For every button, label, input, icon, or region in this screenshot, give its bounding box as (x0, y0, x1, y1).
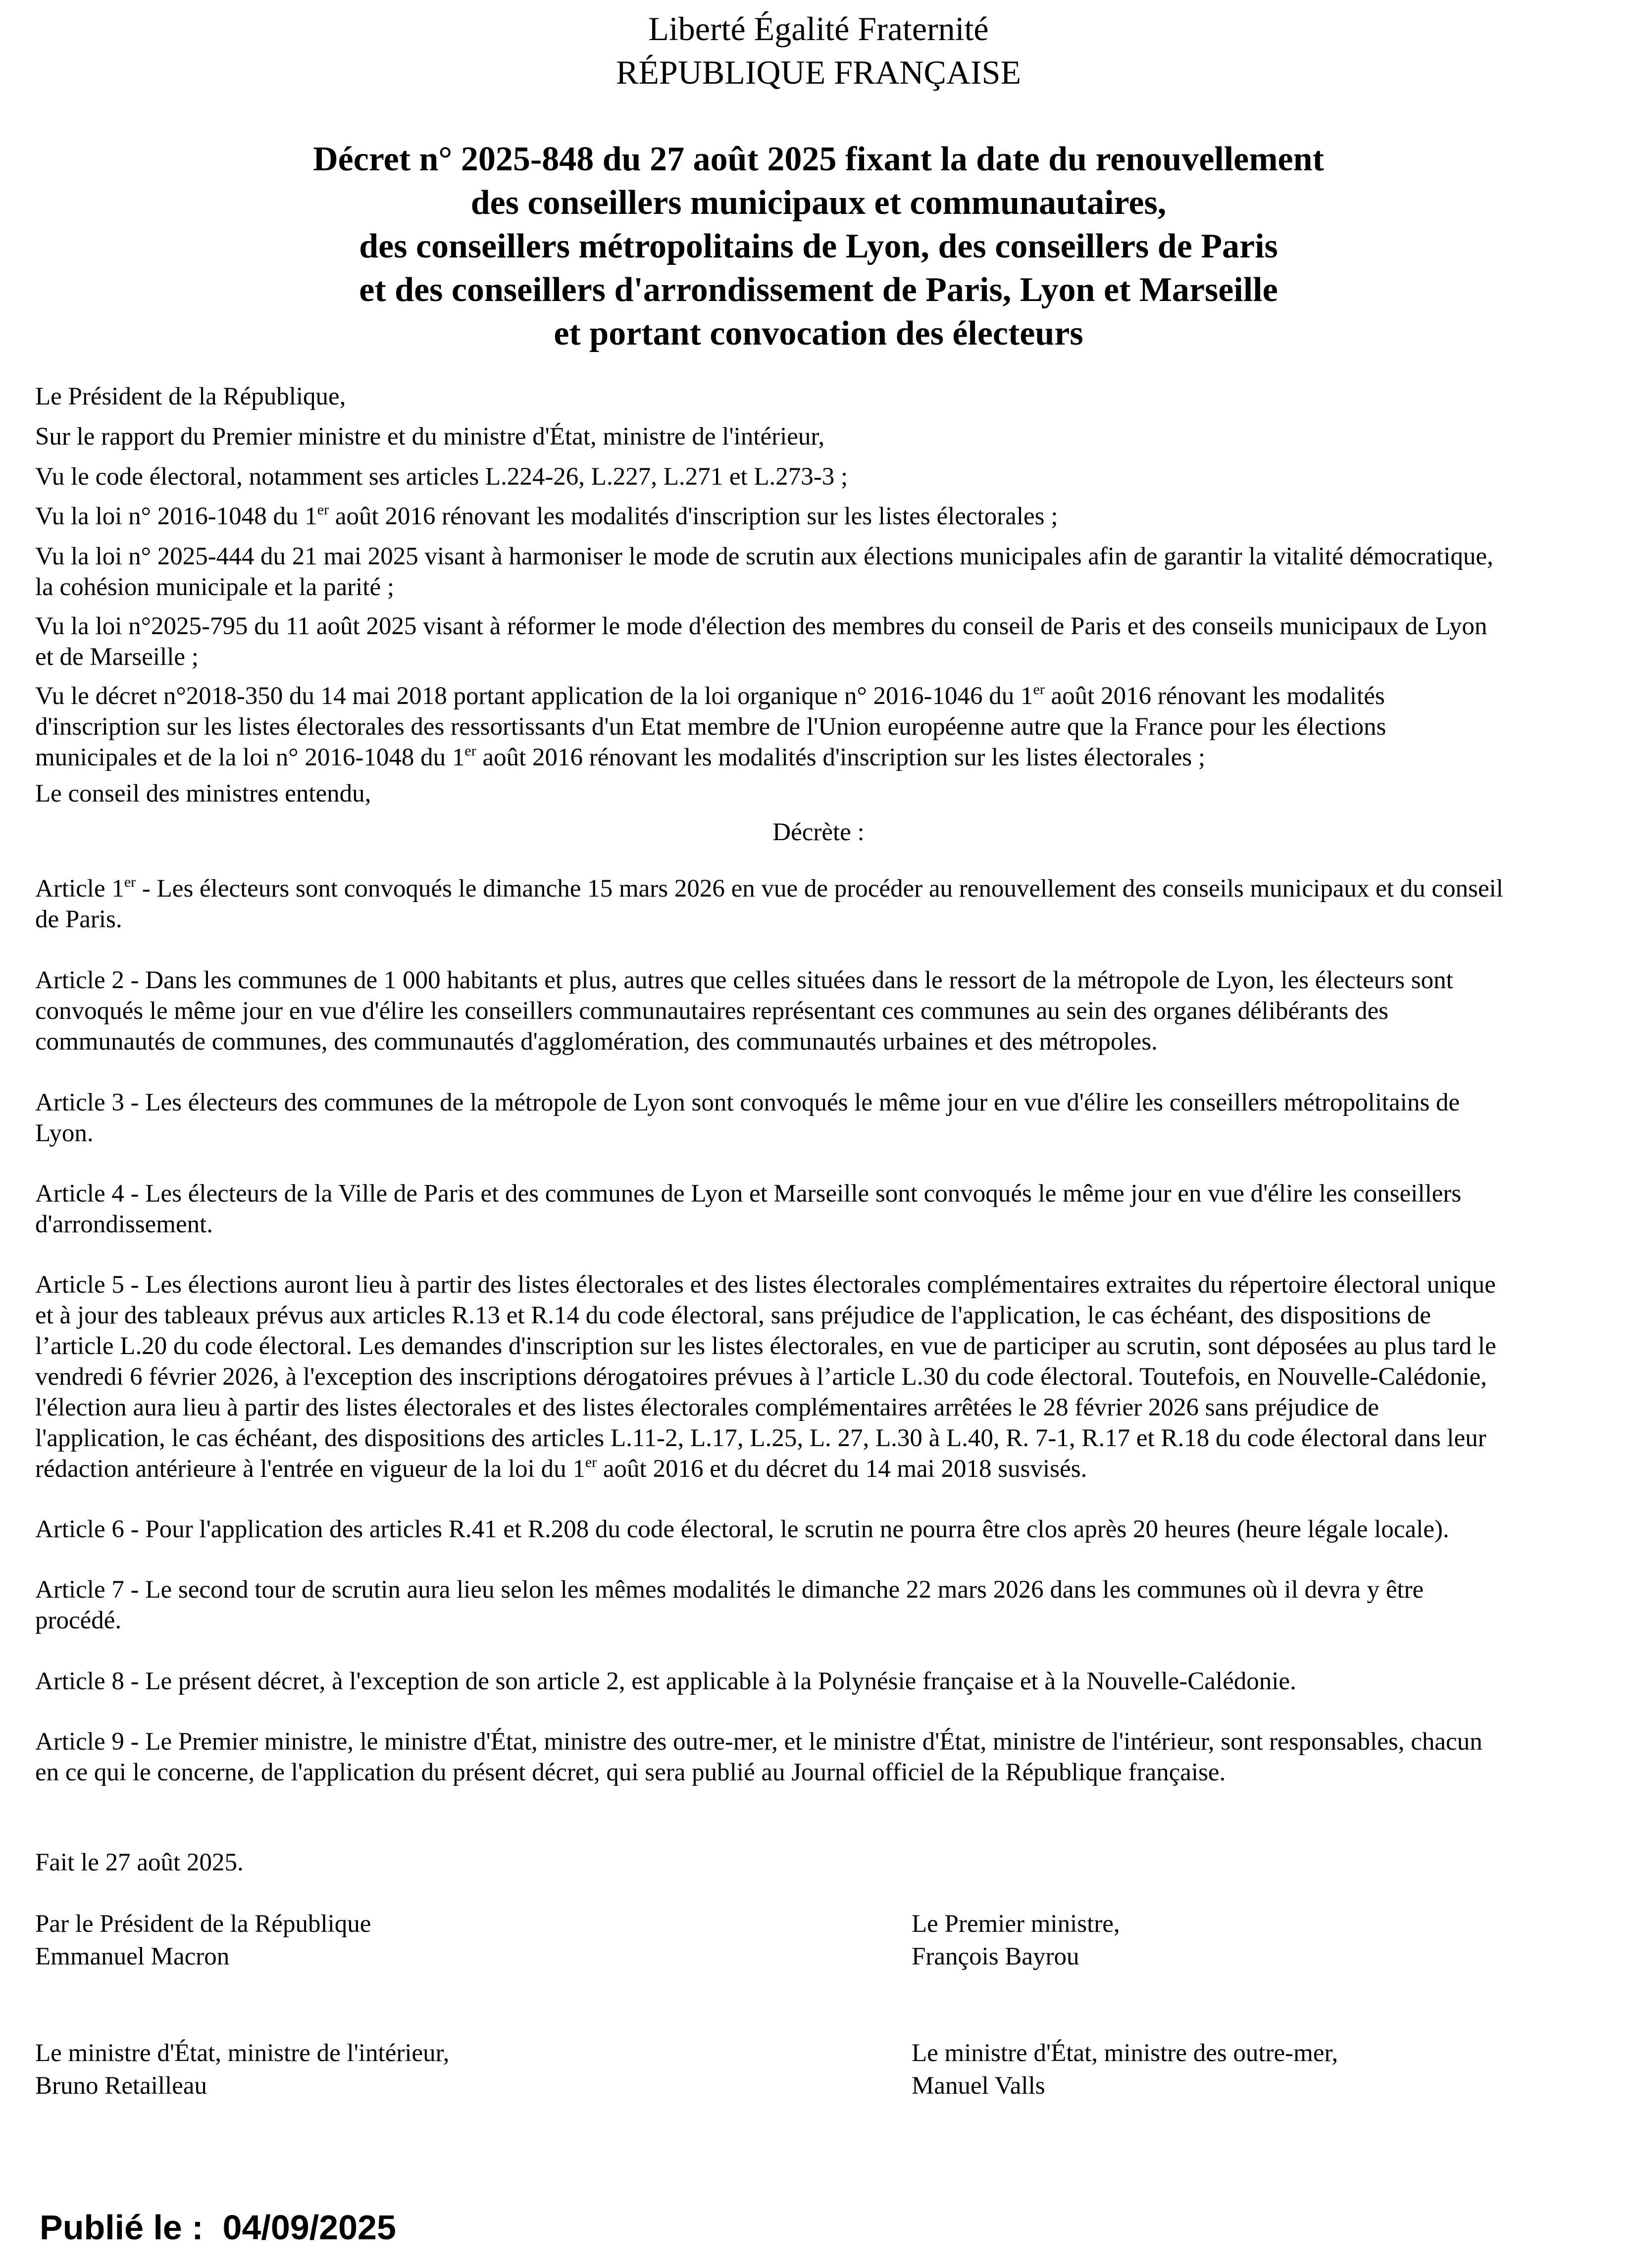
text-line: en ce qui le concerne, de l'application du présent décret, qui sera publié au Journal officiel de la République française. (35, 1759, 1226, 1786)
decrete-heading: Décrète : (772, 818, 865, 846)
superscript: er (124, 874, 136, 890)
text-line: Article 6 - Pour l'application des articles R.41 et R.208 du code électoral, le scrutin ne pourra être clos après 20 heures (heure légale locale). (35, 1515, 1449, 1543)
text-segment: Vu le décret n°2018-350 du 14 mai 2018 portant application de la loi organique n° 2016-1046 du 1 (35, 682, 1033, 710)
text-line: Vu la loi n°2025-795 du 11 août 2025 visant à réformer le mode d'élection des membres du conseil de Paris et des conseils municipaux de Lyon (35, 612, 1487, 640)
signatory-name: Manuel Valls (912, 2072, 1045, 2100)
article-5 (35, 1269, 1605, 1484)
text-line (35, 873, 1605, 904)
text-line: la cohésion municipale et la parité ; (35, 573, 395, 601)
signature-premier-ministre (912, 1908, 1120, 1973)
publication-value: 04/09/2025 (222, 2208, 396, 2247)
signature-president (35, 1908, 371, 1973)
text-line: d'inscription sur les listes électorales des ressortissants d'un Etat membre de l'Union européenne autre que la France pour les élections (35, 713, 1386, 741)
superscript: er (585, 1454, 597, 1470)
text-line: Article 3 - Les électeurs des communes de la métropole de Lyon sont convoqués le même jour en vue d'élire les conseillers métropolitains de (35, 1089, 1460, 1116)
publication-date (40, 2210, 396, 2245)
signature-interieur (35, 2037, 449, 2102)
text-segment: rédaction antérieure à l'entrée en vigueur de la loi du 1 (35, 1455, 585, 1483)
publication-label: Publié le : (40, 2208, 204, 2247)
decree-title (0, 138, 1637, 355)
text-segment: Vu la loi n° 2016-1048 du 1 (35, 503, 317, 530)
article-6 (35, 1514, 1605, 1545)
signature-outre-mer (912, 2037, 1338, 2102)
text-line: vendredi 6 février 2026, à l'exception des inscriptions dérogatoires prévues à l’article L.30 du code électoral. Toutefois, en Nouvelle-Calédonie, (35, 1363, 1487, 1391)
signatory-role: Le ministre d'État, ministre des outre-mer, (912, 2039, 1338, 2067)
vu-loi-2016-1048 (35, 504, 1058, 529)
text-segment: août 2016 rénovant les modalités d'inscription sur les listes électorales ; (476, 744, 1205, 771)
text-segment: août 2016 rénovant les modalités (1044, 682, 1385, 710)
signatory-role: Le Premier ministre, (912, 1910, 1120, 1938)
text-line: Article 8 - Le présent décret, à l'exception de son article 2, est applicable à la Polynésie française et à la Nouvelle-Calédonie. (35, 1667, 1296, 1695)
signatory-name: Emmanuel Macron (35, 1943, 230, 1970)
conseil-des-ministres: Le conseil des ministres entendu, (35, 780, 371, 807)
article-3 (35, 1087, 1605, 1149)
fait-le: Fait le 27 août 2025. (35, 1849, 244, 1876)
text-line: l'élection aura lieu à partir des listes électorales et des listes électorales complémentaires arrêtées le 28 février 2026 sans préjudice de (35, 1394, 1379, 1421)
text-line: Lyon. (35, 1119, 94, 1147)
text-line (35, 742, 1605, 773)
text-line: l’article L.20 du code électoral. Les demandes d'inscription sur les listes électorales, en vue de participer au scrutin, sont déposées au plus tard le (35, 1332, 1496, 1360)
text-line: Article 7 - Le second tour de scrutin aura lieu selon les mêmes modalités le dimanche 22 mars 2026 dans les communes où il devra y être (35, 1576, 1424, 1604)
text-line: procédé. (35, 1607, 122, 1634)
text-line: Article 2 - Dans les communes de 1 000 habitants et plus, autres que celles situées dans le ressort de la métropole de Lyon, les électeurs sont (35, 966, 1453, 994)
text-segment: août 2016 rénovant les modalités d'inscription sur les listes électorales ; (329, 503, 1058, 530)
republic-name: RÉPUBLIQUE FRANÇAISE (616, 53, 1021, 91)
vu-loi-2025-444 (35, 541, 1605, 603)
title-line: des conseillers municipaux et communautaires, (470, 184, 1167, 222)
signatory-role: Le ministre d'État, ministre de l'intérieur, (35, 2039, 450, 2067)
text-line: et à jour des tableaux prévus aux articles R.13 et R.14 du code électoral, sans préjudice de l'application, le cas échéant, des dispositions de (35, 1302, 1431, 1329)
article-2 (35, 965, 1605, 1057)
text-line: Article 4 - Les électeurs de la Ville de Paris et des communes de Lyon et Marseille sont convoqués le même jour en vue d'élire les conseillers (35, 1180, 1462, 1208)
article-4 (35, 1178, 1605, 1240)
preamble-president: Le Président de la République, (35, 383, 346, 410)
superscript: er (1033, 681, 1045, 698)
text-line: l'application, le cas échéant, des dispositions des articles L.11-2, L.17, L.25, L. 27, L.30 à L.40, R. 7-1, R.17 et R.18 du code électoral dans leur (35, 1424, 1486, 1452)
vu-loi-2025-795 (35, 611, 1605, 672)
text-segment: août 2016 et du décret du 14 mai 2018 susvisés. (597, 1455, 1087, 1483)
text-line: de Paris. (35, 906, 122, 933)
text-line: Article 9 - Le Premier ministre, le ministre d'État, ministre des outre-mer, et le ministre d'État, ministre de l'intérieur, sont responsables, chacun (35, 1728, 1483, 1756)
superscript: er (317, 502, 329, 518)
text-line: Article 5 - Les élections auront lieu à partir des listes électorales et des listes électorales complémentaires extraites du répertoire électoral unique (35, 1271, 1496, 1299)
vu-code-electoral: Vu le code électoral, notamment ses articles L.224-26, L.227, L.271 et L.273-3 ; (35, 463, 848, 491)
article-9 (35, 1726, 1605, 1788)
text-segment: Article 1 (35, 875, 124, 903)
signatory-role: Par le Président de la République (35, 1910, 371, 1938)
title-line: des conseillers métropolitains de Lyon, des conseillers de Paris (359, 227, 1278, 265)
title-line: et portant convocation des électeurs (554, 314, 1083, 353)
article-1 (35, 873, 1605, 935)
text-line: convoqués le même jour en vue d'élire les conseillers communautaires représentant ces communes au sein des organes délibérants des (35, 997, 1389, 1025)
text-line (35, 681, 1605, 711)
republic-motto: Liberté Égalité Fraternité (648, 10, 989, 48)
vu-decret-2018-350 (35, 681, 1605, 773)
article-8 (35, 1666, 1605, 1697)
superscript: er (464, 743, 476, 759)
text-line: communautés de communes, des communautés d'agglomération, des communautés urbaines et des métropoles. (35, 1028, 1158, 1056)
text-segment: - Les électeurs sont convoqués le dimanche 15 mars 2026 en vue de procéder au renouvellement des conseils municipaux et du conseil (136, 875, 1503, 903)
title-line: Décret n° 2025-848 du 27 août 2025 fixant la date du renouvellement (313, 140, 1324, 178)
signatory-name: François Bayrou (912, 1943, 1079, 1970)
text-segment: municipales et de la loi n° 2016-1048 du 1 (35, 744, 465, 771)
signatory-name: Bruno Retailleau (35, 2072, 207, 2100)
title-line: et des conseillers d'arrondissement de Paris, Lyon et Marseille (359, 271, 1278, 309)
article-7 (35, 1574, 1605, 1636)
text-line: d'arrondissement. (35, 1210, 213, 1238)
text-line (35, 1454, 1605, 1484)
preamble-rapport: Sur le rapport du Premier ministre et du ministre d'État, ministre de l'intérieur, (35, 423, 825, 451)
text-line: et de Marseille ; (35, 643, 199, 671)
text-line: Vu la loi n° 2025-444 du 21 mai 2025 visant à harmoniser le mode de scrutin aux élections municipales afin de garantir la vitalité démocratique, (35, 543, 1493, 570)
